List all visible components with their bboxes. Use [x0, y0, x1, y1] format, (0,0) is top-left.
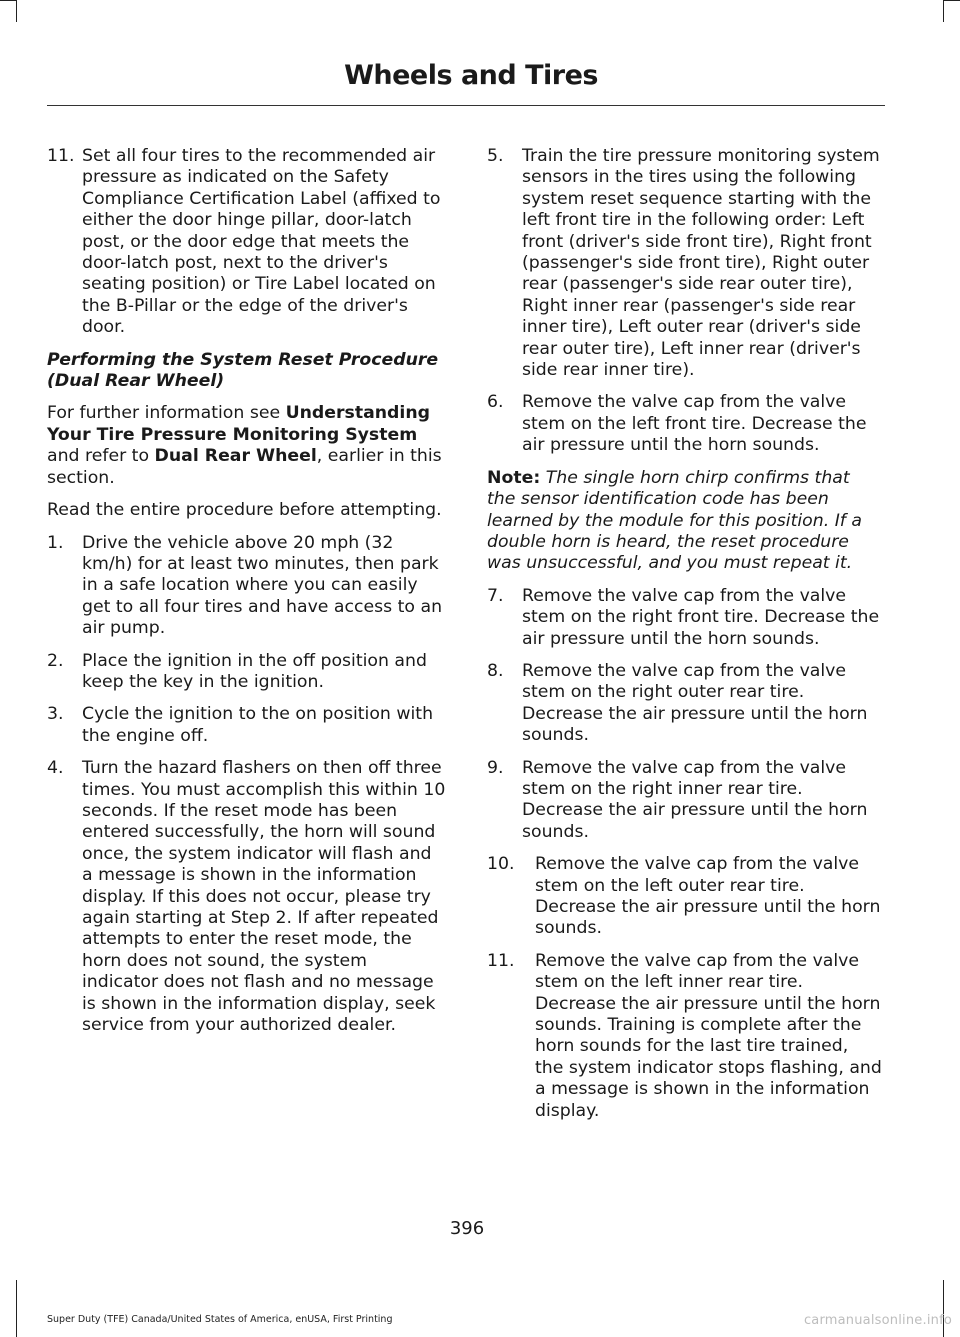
left-column [47, 146, 447, 1047]
info-paragraph [47, 403, 447, 489]
list-number: 4. [47, 758, 64, 779]
list-text: Remove the valve cap from the valve stem on the right front tire. Decrease the air pressure until the horn sounds. [522, 585, 880, 649]
list-item [487, 146, 882, 381]
list-text: Train the tire pressure monitoring system sensors in the tires using the following system reset sequence starting with the left front tire in the following order: Left front (driver's side front tire), Right front (passenger's side front tire), Right outer rear (passenger's side rear outer tire), Right inner rear (passenger's side rear inner tire), Left outer rear (driver's side rear outer tire), Left inner rear (driver's side rear inner tire). [522, 146, 880, 381]
note-text: The single horn chirp confirms that the sensor identification code has been learned by the module for this position. If a double horn is heard, the reset procedure was unsuccessful, and you must repeat it. [487, 467, 862, 574]
intro-paragraph: Read the entire procedure before attempting. [47, 500, 442, 521]
list-item [487, 392, 882, 456]
list-text: Drive the vehicle above 20 mph (32 km/h) for at least two minutes, then park in a safe location where you can easily get to all four tires and have access to an air pump. [82, 532, 443, 639]
reference-link: Understanding Your Tire Pressure Monitoring System [47, 403, 431, 445]
info-text-mid: and refer to [47, 446, 155, 467]
list-item [47, 704, 447, 747]
list-number: 3. [47, 704, 64, 725]
list-number: 8. [487, 660, 504, 681]
crop-mark [16, 1280, 17, 1337]
list-text: Place the ignition in the off position and keep the key in the ignition. [82, 650, 427, 692]
crop-mark [16, 0, 17, 22]
header-divider [47, 105, 885, 106]
list-item [487, 854, 882, 940]
list-number: 11. [487, 950, 515, 971]
crop-mark [944, 0, 960, 1]
list-text: Remove the valve cap from the valve stem on the left outer rear tire. Decrease the air pressure until the horn sounds. [535, 854, 881, 939]
list-item [487, 586, 882, 650]
page-number: 396 [449, 1218, 485, 1239]
list-number: 2. [47, 650, 64, 671]
list-number: 5. [487, 146, 504, 166]
crop-mark [0, 0, 16, 1]
list-text: Set all four tires to the recommended air pressure as indicated on the Safety Compliance Certification Label (affixed to either the door hinge pillar, door-latch post, or the door edge that meets the door-latch post, next to the driver's seating position) or Tire Label located on the B-Pillar or the edge of the driver's door. [82, 146, 441, 338]
info-text-pre: For further information see [47, 403, 286, 424]
list-text: Remove the valve cap from the valve stem on the left inner rear tire. Decrease the air pressure until the horn sounds. Training is complete after the horn sounds for the last tire trained, the system indicator stops flashing, and a message is shown in the information display. [535, 950, 882, 1121]
note-label: Note: [487, 467, 541, 488]
list-number: 7. [487, 585, 504, 606]
list-item [47, 651, 447, 694]
list-number: 11. [47, 146, 75, 166]
list-number: 10. [487, 854, 515, 875]
list-item [487, 758, 882, 844]
reference-link: Dual Rear Wheel [154, 446, 317, 467]
crop-mark [943, 0, 944, 22]
list-item [47, 146, 447, 339]
list-item [47, 533, 447, 640]
list-number: 1. [47, 532, 64, 553]
list-number: 9. [487, 757, 504, 778]
crop-mark [943, 1280, 944, 1337]
list-text: Cycle the ignition to the on position with the engine off. [82, 704, 434, 746]
list-text: Remove the valve cap from the valve stem on the right inner rear tire. Decrease the air pressure until the horn sounds. [522, 757, 868, 842]
info-text-post: , earlier in this section. [47, 446, 442, 488]
footer-text: Super Duty (TFE) Canada/United States of America, enUSA, First Printing [47, 1314, 393, 1325]
list-text: Turn the hazard flashers on then off three times. You must accomplish this within 10 seconds. If the reset mode has been entered successfully, the horn will sound once, the system indicator will flash and a message is shown in the information display. If this does not occur, please try again starting at Step 2. If after repeated attempts to enter the reset mode, the horn does not sound, the system indicator does not flash and no message is shown in the information display, seek service from your authorized dealer. [82, 758, 446, 1036]
page-title: Wheels and Tires [344, 60, 598, 91]
note-paragraph [487, 468, 882, 575]
list-item [487, 661, 882, 747]
list-number: 6. [487, 392, 504, 413]
watermark: carmanualsonline.info [803, 1313, 952, 1328]
list-text: Remove the valve cap from the valve stem on the right outer rear tire. Decrease the air pressure until the horn sounds. [522, 660, 868, 746]
section-heading: Performing the System Reset Procedure (Dual Rear Wheel) [47, 349, 439, 392]
list-item [47, 758, 447, 1036]
right-column [487, 146, 882, 1133]
list-text: Remove the valve cap from the valve stem on the left front tire. Decrease the air pressure until the horn sounds. [522, 392, 867, 456]
list-item [487, 951, 882, 1122]
